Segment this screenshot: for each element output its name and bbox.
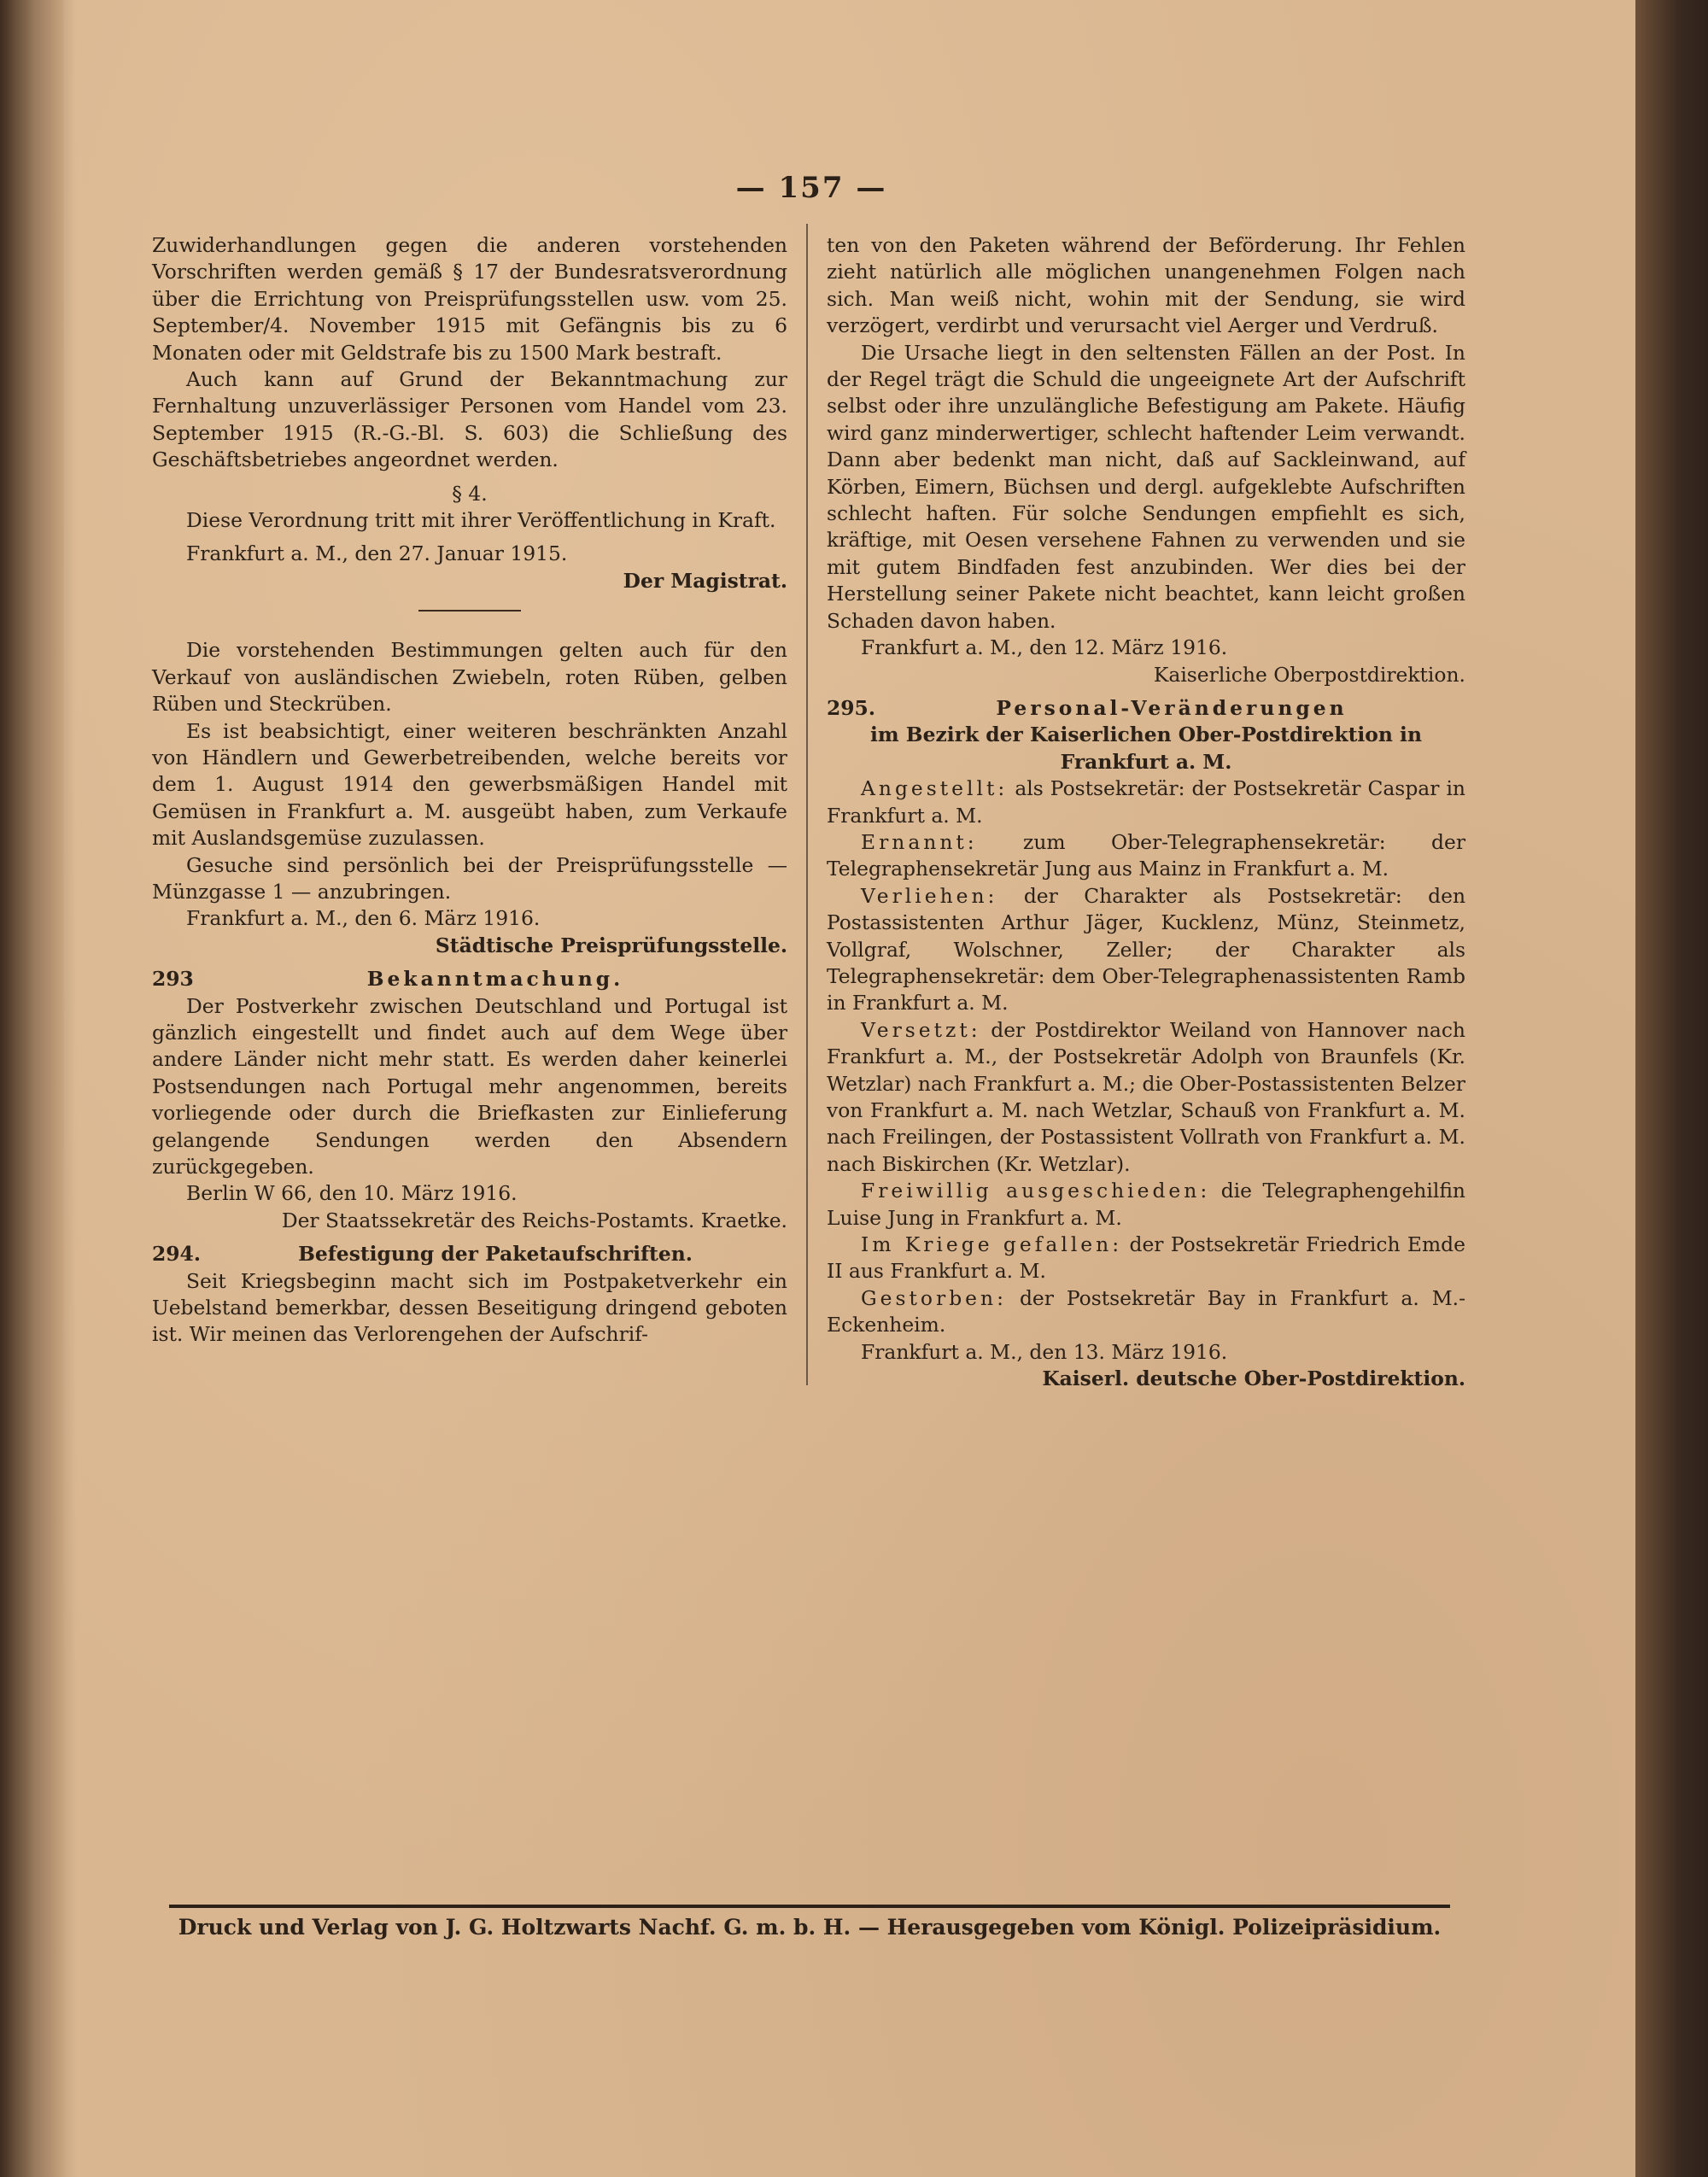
- paragraph: Der Postverkehr zwischen Deutschland und Portugal ist gänzlich eingestellt und findet auch auf dem Wege über andere Länder nicht mehr statt. Es werden daher keinerlei Postsendungen nach Portugal mehr angenommen, bereits vorliegende oder durch die Briefkasten zur Einlieferung gelangende Sendungen werden den Absendern zurückgegeben.: [152, 993, 787, 1179]
- notice-number: 294.: [152, 1242, 201, 1267]
- paragraph: Gesuche sind persönlich bei der Preisprüfungsstelle — Münzgasse 1 — anzubringen.: [152, 852, 787, 904]
- date-line: Frankfurt a. M., den 12. März 1916.: [861, 635, 1228, 660]
- personnel-entry: [827, 775, 1465, 829]
- paragraph: Es ist beabsichtigt, einer weiteren beschränkten Anzahl von Händlern und Gewerbetreibenden, welche bereits vor dem 1. August 1914 den gewerbsmäßigen Handel mit Gemüsen in Frankfurt a. M. ausgeübt haben, zum Verkaufe mit Auslandsgemüse zuzulassen.: [152, 718, 787, 851]
- binding-shadow: [0, 0, 77, 2177]
- signature: Kaiserl. deutsche Ober-Postdirektion.: [1042, 1366, 1465, 1391]
- right-column: [827, 232, 1465, 1392]
- notice-number: 295.: [827, 695, 875, 720]
- entry-label: Im Kriege gefallen:: [861, 1232, 1123, 1257]
- notice-heading-294: [152, 1241, 787, 1267]
- section-heading: § 4.: [452, 481, 488, 506]
- entry-label: Freiwillig ausgeschieden:: [861, 1179, 1211, 1203]
- entry-text: der Postdirektor Weiland von Hannover nach Frankfurt a. M., der Postsekretär Adolph von Braunfels (Kr. Wetzlar) nach Frankfurt a. M.; die Ober-Postassistenten Belzer von Frankfurt a. M. nach Wetzlar, Schauß von Frankfurt a. M. nach Freilingen, der Postassistent Vollrath von Frankfurt a. M. nach Biskirchen (Kr. Wetzlar).: [827, 1017, 1466, 1176]
- entry-text: als Postsekretär: der Postsekretär Caspar in Frankfurt a. M.: [827, 776, 1466, 828]
- signature: Kaiserliche Oberpostdirektion.: [1153, 662, 1465, 687]
- paragraph: Seit Kriegsbeginn macht sich im Postpaketverkehr ein Uebelstand bemerkbar, dessen Beseitigung dringend geboten ist. Wir meinen das Verlorengehen der Aufschrif-: [152, 1268, 787, 1347]
- notice-title: Personal-Veränderungen: [996, 695, 1348, 720]
- signature: Städtische Preisprüfungsstelle.: [435, 933, 787, 957]
- notice-title: Befestigung der Paketaufschriften.: [298, 1242, 693, 1267]
- notice-heading-295: [827, 695, 1465, 722]
- paragraph: Auch kann auf Grund der Bekanntmachung zur Fernhaltung unzuverlässiger Personen vom Handel vom 23. September 1915 (R.-G.-Bl. S. 603) die Schließung des Geschäftsbetriebes angeordnet werden.: [152, 367, 787, 472]
- entry-label: Gestorben:: [861, 1285, 1007, 1310]
- entry-text: die Telegraphengehilfin Luise Jung in Frankfurt a. M.: [827, 1179, 1465, 1230]
- imprint-footer: Druck und Verlag von J. G. Holtzwarts Nachf. G. m. b. H. — Herausgegeben vom Königl. Polizeipräsidium.: [178, 1915, 1442, 1940]
- date-line: Frankfurt a. M., den 6. März 1916.: [186, 906, 541, 931]
- personnel-entry: [827, 883, 1465, 1017]
- separator-rule: [418, 610, 521, 612]
- paragraph: Die vorstehenden Bestimmungen gelten auch für den Verkauf von ausländischen Zwiebeln, roten Rüben, gelben Rüben und Steckrüben.: [152, 638, 787, 717]
- column-divider: [806, 224, 808, 1385]
- paragraph: Diese Verordnung tritt mit ihrer Veröffentlichung in Kraft.: [186, 508, 776, 533]
- personnel-entry: [827, 1017, 1465, 1178]
- entry-text: der Charakter als Postsekretär: den Postassistenten Arthur Jäger, Kucklenz, Münz, Steinmetz, Vollgraf, Wolschner, Zeller; der Charakter als Telegraphensekretär: dem Ober-Telegraphenassistenten Ramb in Frankfurt a. M.: [827, 883, 1466, 1015]
- entry-label: Angestellt:: [861, 776, 1009, 801]
- notice-subtitle: im Bezirk der Kaiserlichen Ober-Postdirektion in Frankfurt a. M.: [870, 723, 1422, 774]
- footer-rule: [169, 1905, 1450, 1908]
- date-line: Frankfurt a. M., den 13. März 1916.: [861, 1339, 1228, 1364]
- book-cover-edge: [1635, 0, 1708, 2177]
- notice-number: 293: [152, 967, 194, 992]
- signature: Der Staatssekretär des Reichs-Postamts. Kraetke.: [281, 1208, 787, 1232]
- personnel-entry: [827, 829, 1465, 883]
- entry-text: der Postsekretär Friedrich Emde II aus Frankfurt a. M.: [827, 1232, 1465, 1284]
- entry-text: zum Ober-Telegraphensekretär: der Telegraphensekretär Jung aus Mainz in Frankfurt a. M.: [827, 829, 1466, 881]
- entry-label: Verliehen:: [861, 883, 998, 908]
- entry-label: Versetzt:: [861, 1017, 981, 1042]
- notice-heading-293: [152, 966, 787, 992]
- entry-text: der Postsekretär Bay in Frankfurt a. M.-Eckenheim.: [827, 1285, 1465, 1337]
- left-column: [152, 232, 787, 1349]
- personnel-entry: [827, 1285, 1465, 1339]
- date-line: Frankfurt a. M., den 27. Januar 1915.: [186, 541, 568, 566]
- date-line: Berlin W 66, den 10. März 1916.: [186, 1181, 518, 1206]
- entry-label: Ernannt:: [861, 829, 978, 854]
- page-number: — 157 —: [735, 171, 887, 205]
- signature: Der Magistrat.: [623, 568, 787, 593]
- personnel-entry: [827, 1232, 1465, 1285]
- paragraph: ten von den Paketen während der Beförderung. Ihr Fehlen zieht natürlich alle möglichen unangenehmen Folgen nach sich. Man weiß nicht, wohin mit der Sendung, sie wird verzögert, verdirbt und verursacht viel Aerger und Verdruß.: [827, 233, 1465, 338]
- paragraph: Die Ursache liegt in den seltensten Fällen an der Post. In der Regel trägt die Schuld die ungeeignete Art der Aufschrift selbst oder ihre unzulängliche Befestigung am Pakete. Häufig wird ganz minderwertiger, schlecht haftender Leim verwandt. Dann aber bedenkt man nicht, daß auf Sackleinwand, auf Körben, Eimern, Büchsen und dergl. aufgeklebte Aufschriften schlecht haften. Für solche Sendungen empfiehlt es sich, kräftige, mit Oesen versehene Fahnen zu verwenden und sie mit gutem Bindfaden fest anzubinden. Wer dies bei der Herstellung seiner Pakete nicht beachtet, kann leicht großen Schaden davon haben.: [827, 340, 1465, 633]
- personnel-entry: [827, 1178, 1465, 1232]
- notice-title: Bekanntmachung.: [366, 967, 624, 992]
- paragraph: Zuwiderhandlungen gegen die anderen vorstehenden Vorschriften werden gemäß § 17 der Bundesratsverordnung über die Errichtung von Preisprüfungsstellen usw. vom 25. September/4. November 1915 mit Gefängnis bis zu 6 Monaten oder mit Geldstrafe bis zu 1500 Mark bestraft.: [152, 233, 787, 365]
